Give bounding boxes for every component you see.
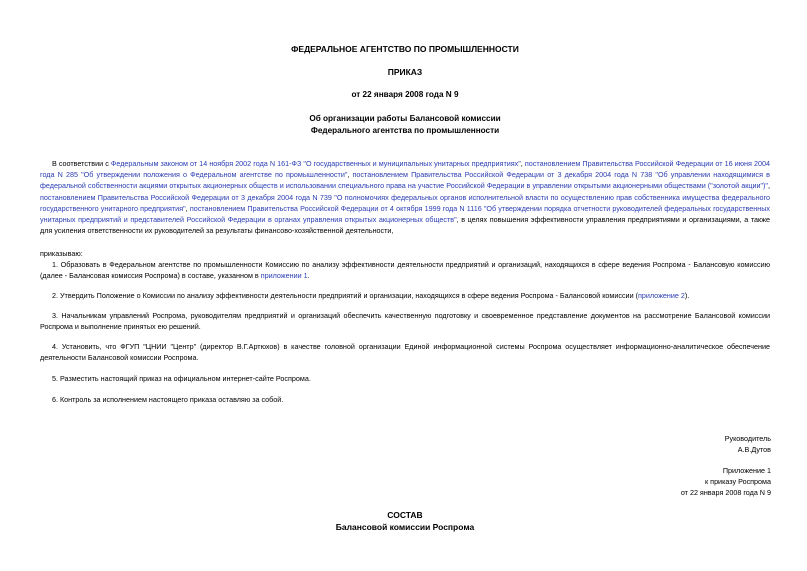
preamble-text: , в целях повышения эффективности управления предприятиями и организациями, а также для усиления ответственности их руководителей за результаты финансово-хозяйственной деятельности, <box>40 215 770 236</box>
subject-line-1: Об организации работы Балансовой комиссии <box>309 114 501 123</box>
signature-block <box>725 433 771 455</box>
item-1 <box>40 259 770 281</box>
preamble-text: В соответствии с <box>52 159 111 168</box>
item-6: 6. Контроль за исполнением настоящего приказа оставляю за собой. <box>52 395 284 404</box>
doc-type-heading: ПРИКАЗ <box>387 67 423 77</box>
item-5: 5. Разместить настоящий приказ на официальном интернет-сайте Роспрома. <box>52 374 311 383</box>
preamble-text: , <box>768 181 770 191</box>
signature-name: А.В.Дутов <box>737 445 771 455</box>
item-2-end: ). <box>684 291 690 300</box>
composition-subtitle: Балансовой комиссии Роспрома <box>335 522 475 532</box>
preamble-paragraph <box>40 158 770 236</box>
item-2 <box>40 290 770 301</box>
order-word: приказываю: <box>40 249 83 258</box>
composition-title: СОСТАВ <box>387 510 423 520</box>
appendix-block <box>681 465 771 499</box>
law-161-link[interactable]: Федеральным законом от 14 ноября 2002 года N 161-ФЗ "О государственных и муниципальных унитарных предприятиях" <box>110 159 521 168</box>
agency-heading: ФЕДЕРАЛЬНОЕ АГЕНТСТВО ПО ПРОМЫШЛЕННОСТИ <box>291 44 519 54</box>
item-1-end: . <box>307 271 310 281</box>
resolution-739-link[interactable]: постановлением Правительства Российской Федерации от 3 декабря 2004 года N 739 "О полномочиях федеральных органов исполнительной власти по осуществлению прав собственника имущества федерального государственного унитарного предприятия" <box>40 192 770 213</box>
doc-subject <box>40 113 770 136</box>
item-1-text: 1. Образовать в Федеральном агентстве по промышленности Комиссию по анализу эффективности деятельности предприятий и организаций, находящихся в сфере ведения Роспрома - Балансовую комиссию (далее - Балансовая комиссия Роспрома) в составе, указанном в <box>40 260 770 281</box>
resolution-285-link[interactable]: постановлением Правительства Российской Федерации от 16 июня 2004 года N 285 "Об утверждении положения о Федеральном агентстве по промышленности" <box>40 159 771 180</box>
composition-heading <box>40 509 770 533</box>
item-3: 3. Начальникам управлений Роспрома, руководителям предприятий и организаций обеспечить качественную подготовку и своевременное представление документов на рассмотрение Балансовой комиссии Роспрома и выполнение принятых ею решений. <box>40 311 770 332</box>
appendix-1-link[interactable]: приложении 1 <box>260 271 308 281</box>
item-4: 4. Установить, что ФГУП "ЦНИИ "Центр" (директор В.Г.Артюхов) в качестве головной организации Единой информационной системы Роспрома осуществляет информационно-аналитическое обеспечение деятельности Балансовой комиссии Роспрома. <box>40 342 770 363</box>
preamble-text: , <box>520 159 525 168</box>
resolution-1116-link[interactable]: постановлением Правительства Российской Федерации от 4 октября 1999 года N 1116 "Об утверждении порядка отчетности руководителей федеральных государственных унитарных предприятий и представителей Российской Федерации в органах управления открытых акционерных обществ" <box>40 203 770 225</box>
preamble-text: , <box>185 203 190 213</box>
appendix-line-2: к приказу Роспрома <box>705 477 771 487</box>
appendix-line-3: от 22 января 2008 года N 9 <box>680 488 771 498</box>
resolution-738-link[interactable]: постановлением Правительства Российской Федерации от 3 декабря 2004 года N 738 "Об управлении находящимися в федеральной собственности акциями открытых акционерных обществ и использовании специального права на участие Российской Федерации в управлении открытыми акционерными обществами ("золотой акции")" <box>40 170 770 191</box>
signature-title: Руководитель <box>724 434 771 443</box>
appendix-line-1: Приложение 1 <box>722 466 771 475</box>
subject-line-2: Федерального агентства по промышленности <box>310 125 500 135</box>
preamble-text: , <box>347 170 353 180</box>
item-2-text: 2. Утвердить Положение о Комиссии по анализу эффективности деятельности предприятий и организации, находящихся в сфере ведения Роспрома - Балансовой комиссии ( <box>52 291 638 300</box>
appendix-2-link[interactable]: приложение 2 <box>637 291 685 300</box>
doc-date-number: от 22 января 2008 года N 9 <box>351 90 459 99</box>
